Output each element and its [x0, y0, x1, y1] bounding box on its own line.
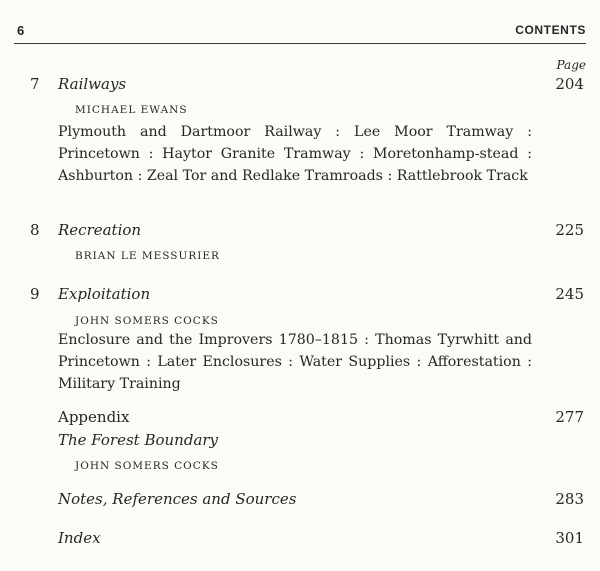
index-title: Index — [58, 529, 101, 547]
chapter-author: BRIAN LE MESSURIER — [75, 250, 220, 262]
appendix-title: The Forest Boundary — [58, 431, 219, 449]
chapter-title: Recreation — [58, 221, 142, 239]
running-page-number: 6 — [17, 23, 25, 38]
notes-title: Notes, References and Sources — [58, 490, 297, 508]
chapter-description: Enclosure and the Improvers 1780–1815 : Thomas Tyrwhitt and Princetown : Later Enclosures : Water Supplies : Afforestation : Military Training — [58, 332, 532, 392]
chapter-number: 7 — [30, 75, 40, 93]
appendix-author: JOHN SOMERS COCKS — [75, 460, 219, 472]
appendix-page: 277 — [555, 408, 584, 426]
chapter-title: Railways — [58, 75, 127, 93]
running-header-title: CONTENTS — [515, 23, 586, 37]
chapter-author: JOHN SOMERS COCKS — [75, 315, 219, 327]
header-rule — [14, 43, 586, 44]
chapter-number: 9 — [30, 285, 40, 303]
chapter-author: MICHAEL EWANS — [75, 104, 188, 116]
appendix-label: Appendix — [58, 408, 130, 426]
chapter-number: 8 — [30, 221, 40, 239]
chapter-page: 225 — [555, 221, 584, 239]
page-column-heading: Page — [556, 58, 586, 72]
chapter-description: Plymouth and Dartmoor Railway : Lee Moor Tramway : Princetown : Haytor Granite Tramway : Moretonhamp-stead : Ashburton : Zeal Tor and Redlake Tramroads : Rattlebrook Track — [58, 124, 532, 184]
chapter-page: 204 — [555, 75, 584, 93]
chapter-page: 245 — [555, 285, 584, 303]
index-page: 301 — [555, 529, 584, 547]
notes-page: 283 — [555, 490, 584, 508]
chapter-title: Exploitation — [58, 285, 151, 303]
